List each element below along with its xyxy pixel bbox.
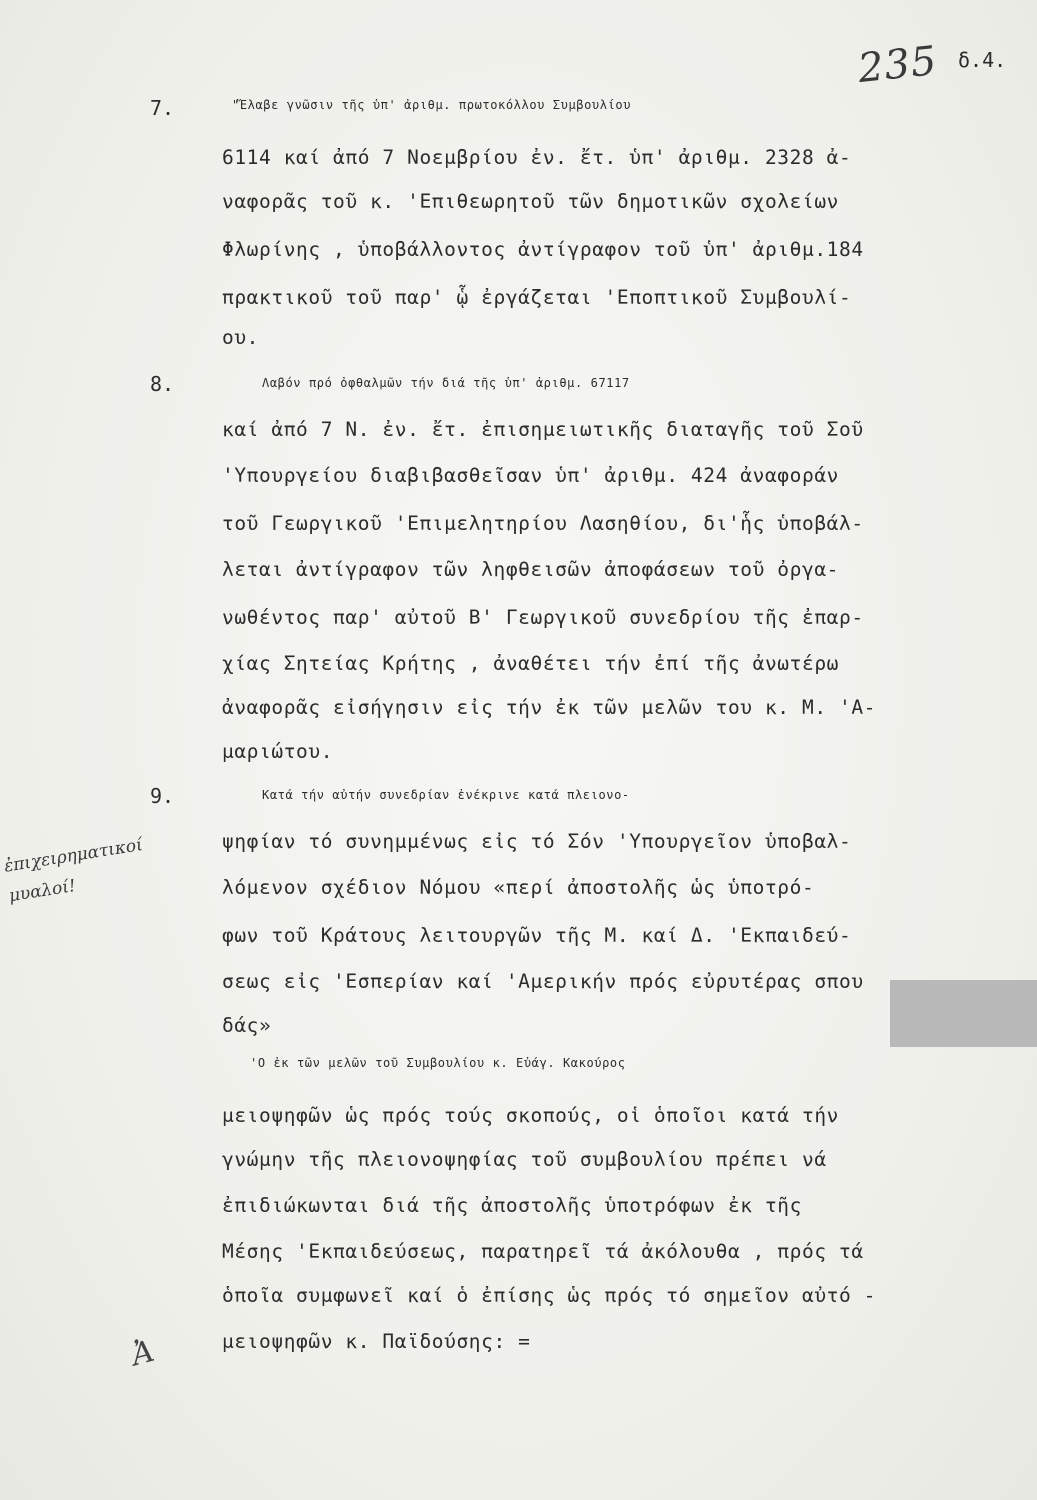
text-line: Μέσης 'Εκπαιδεύσεως, παρατηρεῖ τά ἀκόλουθα , πρός τά <box>222 1240 864 1263</box>
text-line: 'Ο ἐκ τῶν μελῶν τοῦ Συμβουλίου κ. Εὐάγ. Κακούρος <box>250 1056 626 1070</box>
text-line: πρακτικοῦ τοῦ παρ' ᾧ ἐργάζεται 'Εποπτικοῦ Συμβουλί- <box>222 286 852 309</box>
text-line: Λαβόν πρό ὀφθαλμῶν τήν διά τῆς ὑπ' ἀριθμ. 67117 <box>262 376 630 390</box>
text-line: φων τοῦ Κράτους λειτουργῶν τῆς Μ. καί Δ. 'Εκπαιδεύ- <box>222 924 852 947</box>
text-line: γνώμην τῆς πλειονοψηφίας τοῦ συμβουλίου πρέπει νά <box>222 1148 827 1171</box>
text-line: ναφορᾶς τοῦ κ. 'Επιθεωρητοῦ τῶν δημοτικῶν σχολείων <box>222 190 839 213</box>
text-line: μειοψηφῶν κ. Παϊδούσης: = <box>222 1330 531 1353</box>
text-line: 'Υπουργείου διαβιβασθεῖσαν ὑπ' ἀριθμ. 424 ἀναφοράν <box>222 464 839 487</box>
text-line: μαριώτου. <box>222 740 334 763</box>
text-line: "Ἔλαβε γνῶσιν τῆς ὑπ' ἀριθμ. πρωτοκόλλου Συμβουλίου <box>232 98 632 112</box>
text-line: ου. <box>222 326 260 349</box>
margin-initials: Ἀ <box>127 1333 158 1374</box>
text-line: χίας Σητείας Κρήτης , ἀναθέτει τήν ἐπί τῆς ἀνωτέρω <box>222 652 839 675</box>
item-number: 9. <box>150 784 175 808</box>
text-line: σεως εἰς 'Εσπερίαν καί 'Αμερικήν πρός εὐρυτέρας σπου <box>222 970 864 993</box>
text-line: δάς» <box>222 1014 272 1037</box>
text-line: Κατά τήν αὐτήν συνεδρίαν ἐνέκρινε κατά πλειονο- <box>262 788 630 802</box>
text-line: ψηφίαν τό συνημμένως εἰς τό Σόν 'Υπουργεῖον ὑποβαλ- <box>222 830 852 853</box>
text-line: λεται ἀντίγραφον τῶν ληφθεισῶν ἀποφάσεων τοῦ ὀργα- <box>222 558 839 581</box>
handwritten-page-number: 235 <box>855 37 940 93</box>
margin-handwritten-note: ἐπιχειρηματικοί μυαλοί! <box>2 835 145 907</box>
text-line: ὁποῖα συμφωνεῖ καί ὁ ἐπίσης ὡς πρός τό σημεῖον αὐτό - <box>222 1284 877 1307</box>
item-number: 8. <box>150 372 175 396</box>
page-reference: δ.4. <box>958 48 1007 72</box>
text-line: Φλωρίνης , ὑποβάλλοντος ἀντίγραφον τοῦ ὑπ' ἀριθμ.184 <box>222 238 864 261</box>
text-line: μειοψηφῶν ὡς πρός τούς σκοπούς, οἱ ὁποῖοι κατά τήν <box>222 1104 839 1127</box>
text-line: καί ἀπό 7 Ν. ἐν. ἔτ. ἐπισημειωτικῆς διαταγῆς τοῦ Σοῦ <box>222 418 864 441</box>
text-line: ἐπιδιώκωνται διά τῆς ἀποστολῆς ὑποτρόφων ἐκ τῆς <box>222 1194 802 1217</box>
text-line: νωθέντος παρ' αὐτοῦ Β' Γεωργικοῦ συνεδρίου τῆς ἐπαρ- <box>222 606 864 629</box>
text-line: λόμενον σχέδιον Νόμου «περί ἀποστολῆς ὡς ὑποτρό- <box>222 876 815 899</box>
text-line: ἀναφορᾶς εἰσήγησιν εἰς τήν ἐκ τῶν μελῶν του κ. Μ. 'Α- <box>222 696 877 719</box>
text-line: τοῦ Γεωργικοῦ 'Επιμελητηρίου Λασηθίου, δι'ἧς ὑποβάλ- <box>222 512 864 535</box>
item-number: 7. <box>150 96 175 120</box>
text-line: 6114 καί ἀπό 7 Νοεμβρίου ἐν. ἔτ. ὑπ' ἀριθμ. 2328 ἀ- <box>222 146 852 169</box>
